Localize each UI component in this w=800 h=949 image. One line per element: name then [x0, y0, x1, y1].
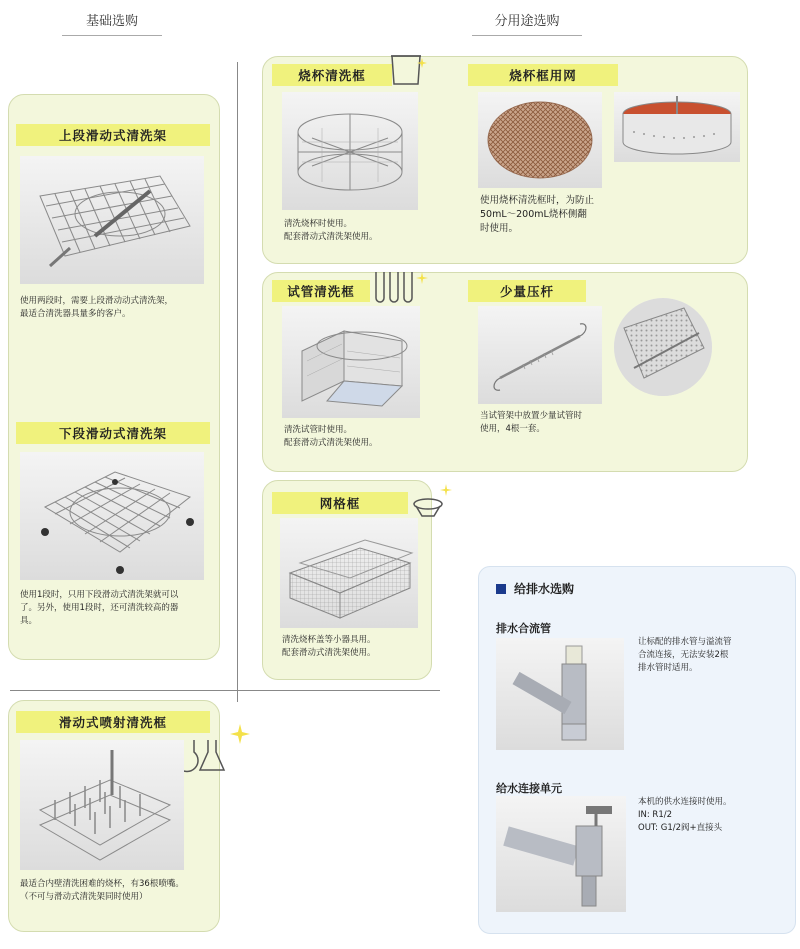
press-rod-title: 少量压杆	[468, 280, 586, 302]
tube-basket-title: 试管清洗框	[272, 280, 370, 302]
upper-rack-desc	[20, 295, 210, 321]
upper-rack-photo	[20, 156, 204, 284]
beaker-basket-desc-line: 配套滑动式清洗架使用。	[284, 232, 378, 242]
upper-rack-desc-line: 使用两段时，需要上段滑动动式清洗架，	[20, 296, 174, 306]
drain-pipe-desc-line: 让标配的排水管与溢流管	[638, 637, 732, 647]
drain-pipe-desc-line: 合流连接，无法安装2根	[638, 650, 729, 660]
tube-basket-desc	[284, 424, 454, 450]
spray-rack-illustration	[20, 740, 184, 870]
beaker-net-desc-line: 50mL～200mL烧杯侧翻	[480, 209, 587, 220]
beaker-net-installed-illustration	[614, 92, 740, 162]
header-by-use-underline	[472, 35, 582, 36]
beaker-basket-illustration	[282, 92, 418, 210]
upper-rack-illustration	[20, 156, 204, 284]
drain-section-title	[496, 580, 574, 597]
supply-unit-illustration	[496, 796, 626, 912]
beaker-icon	[388, 50, 428, 90]
upper-rack-desc-line: 最适合清洗器具量多的客户。	[20, 309, 131, 319]
beaker-net-title: 烧杯框用网	[468, 64, 618, 86]
lower-rack-desc-line: 具。	[20, 616, 38, 626]
header-basic	[62, 10, 162, 36]
spray-rack-desc-line: （不可与滑动式清洗架同时使用）	[20, 892, 148, 902]
upper-rack-title: 上段滑动式清洗架	[16, 124, 210, 146]
supply-unit-desc-line: IN: R1/2	[638, 810, 673, 820]
supply-unit-desc	[638, 796, 788, 835]
test-tube-icons	[372, 268, 436, 308]
beaker-basket-desc	[284, 218, 454, 244]
sparkle-icon	[416, 272, 428, 284]
tube-basket-illustration	[282, 306, 420, 418]
drain-pipe-illustration	[496, 638, 624, 750]
tube-basket-photo	[282, 306, 420, 418]
tube-basket-desc-line: 清洗试管时使用。	[284, 425, 353, 435]
vertical-divider	[237, 62, 238, 702]
header-basic-text: 基础选购	[85, 14, 138, 29]
header-basic-underline	[62, 35, 162, 36]
beaker-net-desc-line: 时使用。	[480, 223, 519, 234]
lower-rack-photo	[20, 452, 204, 580]
beaker-net-desc-line: 使用烧杯清洗框时，为防止	[480, 195, 595, 206]
mesh-basket-desc	[282, 634, 432, 660]
bottom-divider	[10, 690, 440, 691]
tube-basket-desc-line: 配套滑动式清洗架使用。	[284, 438, 378, 448]
spray-rack-title: 滑动式喷射清洗框	[16, 711, 210, 733]
beaker-basket-photo	[282, 92, 418, 210]
mesh-basket-desc-line: 配套滑动式清洗架使用。	[282, 648, 376, 658]
supply-unit-photo	[496, 796, 626, 912]
spray-rack-desc-line: 最适合内壁清洗困难的烧杯，有36根喷嘴。	[20, 879, 184, 889]
beaker-net-illustration	[478, 92, 602, 188]
press-rod-desc	[480, 410, 630, 436]
mesh-basket-title: 网格框	[272, 492, 408, 514]
drain-pipe-desc	[638, 636, 788, 675]
lower-rack-illustration	[20, 452, 204, 580]
supply-unit-title: 给水连接单元	[496, 782, 562, 795]
header-by-use-text: 分用途选购	[494, 14, 560, 29]
beaker-basket-title: 烧杯清洗框	[272, 64, 392, 86]
lower-rack-title: 下段滑动式清洗架	[16, 422, 210, 444]
supply-unit-desc-line: 本机的供水连接时使用。	[638, 797, 732, 807]
supply-unit-desc-line: OUT: G1/2阀+直接头	[638, 823, 723, 833]
press-rod-illustration	[478, 306, 602, 404]
drain-pipe-desc-line: 排水管时适用。	[638, 663, 698, 673]
header-by-use	[472, 10, 582, 36]
press-rod-photo	[478, 306, 602, 404]
beaker-net-photo	[478, 92, 602, 188]
press-rod-desc-line: 当试管架中放置少量试管时	[480, 411, 583, 421]
beaker-net-installed-photo	[614, 92, 740, 162]
spray-rack-photo	[20, 740, 184, 870]
press-rod-desc-line: 使用，4根一套。	[480, 424, 545, 434]
flask-icons	[172, 718, 262, 778]
conical-flask-icon	[200, 740, 224, 770]
blue-square-icon	[496, 584, 506, 594]
sparkle-icon	[230, 724, 250, 744]
mesh-basket-desc-line: 清洗烧杯盖等小器具用。	[282, 635, 376, 645]
lower-rack-desc	[20, 589, 215, 628]
drain-pipe-title: 排水合流管	[496, 622, 551, 635]
mesh-basket-illustration	[280, 518, 418, 628]
test-tube-icon	[404, 272, 412, 302]
lower-rack-desc-line: 使用1段时，只用下段滑动式清洗架就可以	[20, 590, 179, 600]
mesh-basket-photo	[280, 518, 418, 628]
beaker-net-desc	[480, 194, 630, 236]
drain-pipe-photo	[496, 638, 624, 750]
press-rod-installed-illustration	[614, 298, 712, 396]
test-tube-icon	[390, 272, 398, 302]
beaker-basket-desc-line: 清洗烧杯时使用。	[284, 219, 353, 229]
sparkle-icon	[440, 484, 452, 496]
press-rod-installed-photo	[614, 298, 712, 396]
test-tube-icon	[376, 272, 384, 302]
drain-section-title-text: 给排水选购	[514, 582, 575, 596]
spray-rack-desc	[20, 878, 220, 904]
lower-rack-desc-line: 了。另外，使用1段时，还可清洗较高的器	[20, 603, 179, 613]
